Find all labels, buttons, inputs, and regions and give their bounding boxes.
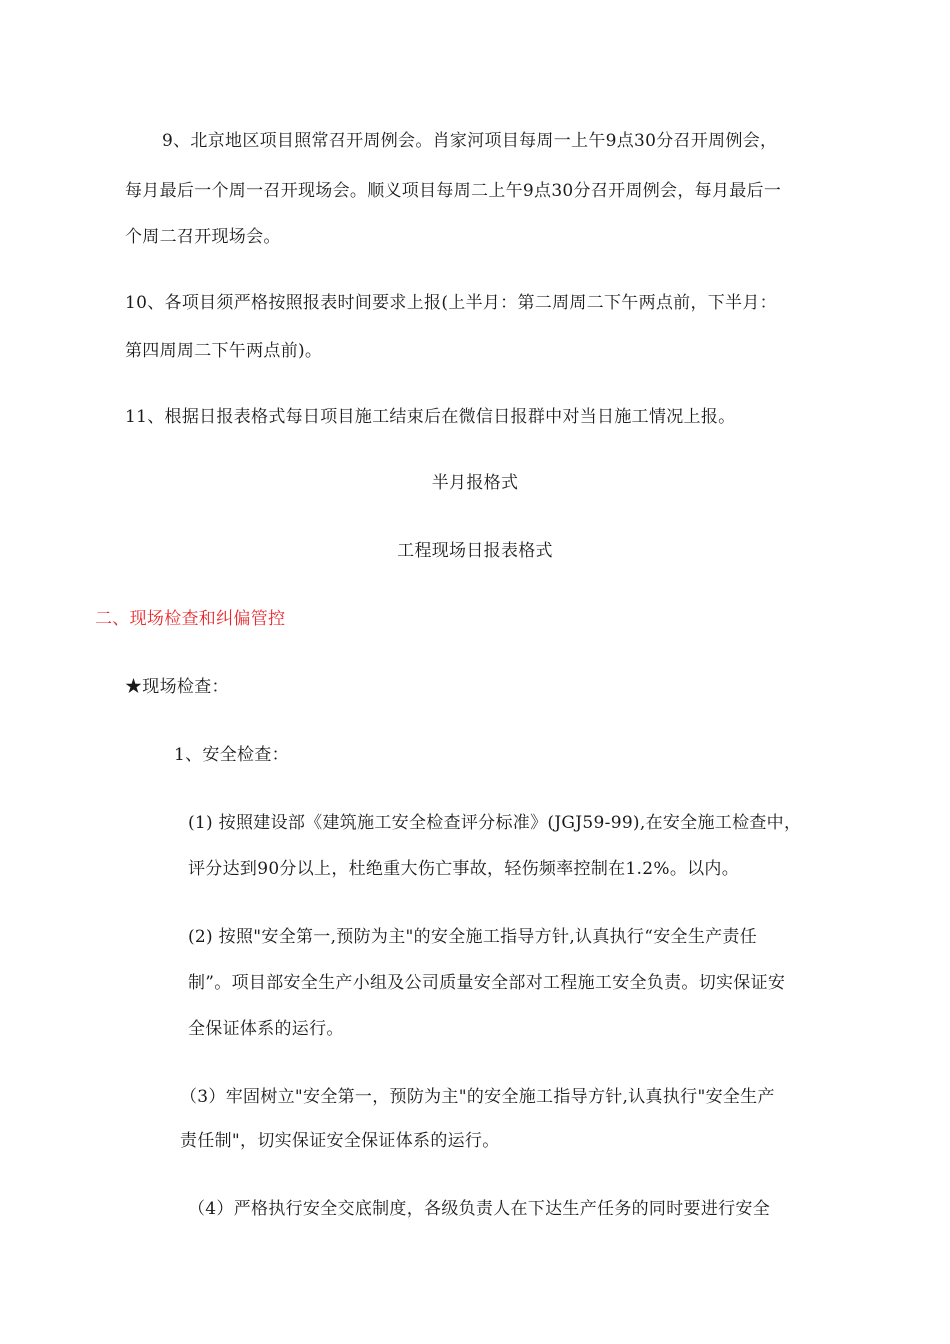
sub-item-3-line-2: 责任制"，切实保证安全保证体系的运行。 bbox=[180, 1131, 500, 1151]
caption-half-month-report: 半月报格式 bbox=[431, 473, 519, 493]
sub-item-2-line-3: 全保证体系的运行。 bbox=[188, 1019, 344, 1039]
paragraph-10-line-2: 第四周周二下午两点前)。 bbox=[125, 341, 323, 361]
paragraph-10-line-1: 10、各项目须严格按照报表时间要求上报(上半月：第二周周二下午两点前，下半月： bbox=[125, 293, 777, 313]
sub-item-2-line-2: 制”。项目部安全生产小组及公司质量安全部对工程施工安全负责。切实保证安 bbox=[188, 973, 786, 993]
section-heading: 二、现场检查和纠偏管控 bbox=[95, 609, 286, 629]
subheading-site-inspection: ★现场检查： bbox=[125, 677, 229, 697]
sub-item-2-line-1: (2) 按照"安全第一,预防为主"的安全施工指导方针,认真执行“安全生产责任 bbox=[188, 927, 758, 947]
sub-item-3-line-1: （3）牢固树立"安全第一，预防为主"的安全施工指导方针,认真执行"安全生产 bbox=[180, 1087, 775, 1107]
paragraph-9-line-2: 每月最后一个周一召开现场会。顺义项目每周二上午9点30分召开周例会，每月最后一 bbox=[125, 181, 782, 201]
sub-item-1-line-1: (1) 按照建设部《建筑施工安全检查评分标准》(JGJ59-99),在安全施工检查中， bbox=[188, 813, 802, 833]
paragraph-11-line-1: 11、根据日报表格式每日项目施工结束后在微信日报群中对当日施工情况上报。 bbox=[125, 407, 736, 427]
item-1-title: 1、安全检查： bbox=[174, 745, 289, 765]
sub-item-4-line-1: （4）严格执行安全交底制度，各级负责人在下达生产任务的同时要进行安全 bbox=[188, 1199, 771, 1219]
paragraph-9-line-3: 个周二召开现场会。 bbox=[125, 227, 281, 247]
paragraph-9-line-1: 9、北京地区项目照常召开周例会。肖家河项目每周一上午9点30分召开周例会， bbox=[162, 131, 778, 151]
sub-item-1-line-2: 评分达到90分以上，杜绝重大伤亡事故，轻伤频率控制在1.2%。以内。 bbox=[188, 859, 740, 879]
caption-daily-report: 工程现场日报表格式 bbox=[397, 541, 553, 561]
